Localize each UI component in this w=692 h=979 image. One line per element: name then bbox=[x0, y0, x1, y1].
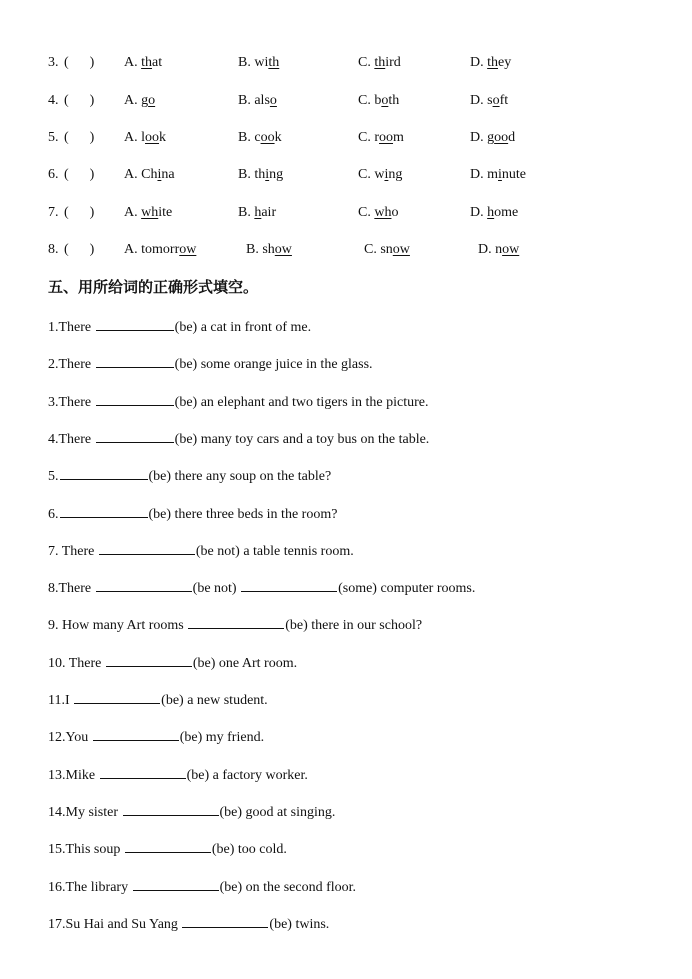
question-text: 2.There bbox=[48, 357, 95, 372]
question-text: (be) good at singing. bbox=[219, 805, 336, 820]
answer-blank[interactable] bbox=[96, 353, 174, 368]
option-text: r bbox=[374, 130, 380, 145]
option-text: C. bbox=[358, 55, 375, 70]
option-text: D. bbox=[470, 93, 488, 108]
underlined-letters: h bbox=[254, 205, 262, 220]
answer-blank[interactable] bbox=[96, 428, 174, 443]
option-c bbox=[358, 166, 402, 184]
answer-blank[interactable] bbox=[93, 726, 179, 741]
fill-question bbox=[48, 503, 337, 524]
underlined-letters: o bbox=[381, 93, 389, 108]
question-text: (be) twins. bbox=[269, 917, 330, 932]
option-text: ng bbox=[388, 167, 403, 182]
question-number: 5. bbox=[48, 130, 59, 145]
question-text: (be) on the second floor. bbox=[219, 880, 357, 895]
option-text: ng bbox=[269, 167, 284, 182]
question-text: 8.There bbox=[48, 581, 95, 596]
question-text: 9. How many Art rooms bbox=[48, 618, 188, 633]
underlined-letters: o bbox=[148, 93, 156, 108]
question-number: 7. bbox=[48, 205, 59, 220]
option-text: ird bbox=[385, 55, 401, 70]
question-number: 4. bbox=[48, 93, 59, 108]
question-text: 13.Mike bbox=[48, 768, 99, 783]
option-text: th bbox=[254, 167, 266, 182]
question-text: 15.This soup bbox=[48, 842, 124, 857]
answer-blank[interactable] bbox=[125, 838, 211, 853]
underlined-letters: o bbox=[492, 93, 500, 108]
question-text: (be) a factory worker. bbox=[186, 768, 308, 783]
underlined-letters: wh bbox=[141, 205, 159, 220]
option-b bbox=[238, 204, 276, 222]
fill-question bbox=[48, 353, 373, 374]
option-text: D. bbox=[478, 242, 496, 257]
question-text: 17.Su Hai and Su Yang bbox=[48, 917, 182, 932]
fill-question bbox=[48, 876, 356, 897]
fill-question bbox=[48, 540, 354, 561]
answer-blank[interactable]: ( ) bbox=[64, 205, 95, 220]
underlined-letters: i bbox=[265, 167, 270, 182]
question-text: (be) many toy cars and a toy bus on the table. bbox=[174, 432, 430, 447]
option-text: D. bbox=[470, 55, 488, 70]
underlined-letters: oo bbox=[145, 130, 160, 145]
option-text: na bbox=[161, 167, 175, 182]
answer-blank[interactable] bbox=[60, 503, 148, 518]
fill-question bbox=[48, 689, 268, 710]
option-c bbox=[358, 129, 404, 147]
question-text: 1.There bbox=[48, 320, 95, 335]
fill-question bbox=[48, 838, 287, 859]
option-text: k bbox=[159, 130, 167, 145]
question-text: (be) an elephant and two tigers in the picture. bbox=[174, 395, 429, 410]
option-text: at bbox=[152, 55, 163, 70]
question-text: 5. bbox=[48, 469, 59, 484]
option-text: l bbox=[141, 130, 146, 145]
option-text: m bbox=[487, 167, 499, 182]
answer-blank[interactable]: ( ) bbox=[64, 130, 95, 145]
option-text: ft bbox=[499, 93, 509, 108]
option-text: A. bbox=[124, 167, 142, 182]
option-text: air bbox=[261, 205, 277, 220]
fill-question bbox=[48, 391, 429, 412]
option-text: g bbox=[487, 130, 495, 145]
option-text: D. bbox=[470, 130, 488, 145]
answer-blank[interactable] bbox=[182, 913, 268, 928]
option-text: k bbox=[274, 130, 282, 145]
fill-question bbox=[48, 801, 335, 822]
option-text: als bbox=[254, 93, 270, 108]
option-text: ite bbox=[158, 205, 173, 220]
question-text: 12.You bbox=[48, 730, 92, 745]
underlined-letters: i bbox=[157, 167, 162, 182]
answer-blank[interactable] bbox=[106, 652, 192, 667]
fill-question bbox=[48, 913, 329, 934]
fill-question bbox=[48, 652, 297, 673]
option-text: A. bbox=[124, 55, 142, 70]
underlined-letters: oo bbox=[260, 130, 275, 145]
option-a bbox=[124, 166, 175, 184]
option-text: C. bbox=[364, 242, 381, 257]
question-text: (some) computer rooms. bbox=[338, 581, 476, 596]
underlined-letters: th bbox=[141, 55, 153, 70]
question-text: (be) there any soup on the table? bbox=[148, 469, 332, 484]
answer-blank[interactable] bbox=[96, 316, 174, 331]
question-text: (be) my friend. bbox=[179, 730, 265, 745]
option-c bbox=[364, 241, 410, 259]
answer-blank[interactable] bbox=[241, 577, 337, 592]
option-a bbox=[124, 54, 162, 72]
underlined-letters: ow bbox=[274, 242, 292, 257]
option-text: n bbox=[495, 242, 503, 257]
option-text: B. bbox=[238, 93, 255, 108]
question-text: 6. bbox=[48, 507, 59, 522]
question-text: (be not) a table tennis room. bbox=[195, 544, 354, 559]
option-text: A. bbox=[124, 242, 142, 257]
question-number: 6. bbox=[48, 167, 59, 182]
option-d bbox=[470, 92, 508, 110]
answer-blank[interactable]: ( ) bbox=[64, 55, 95, 70]
question-text: 3.There bbox=[48, 395, 95, 410]
option-text: B. bbox=[238, 130, 255, 145]
option-text: Ch bbox=[141, 167, 158, 182]
option-text: ome bbox=[494, 205, 519, 220]
answer-blank[interactable] bbox=[60, 465, 148, 480]
option-text: b bbox=[374, 93, 382, 108]
option-b bbox=[238, 54, 279, 72]
answer-blank[interactable] bbox=[133, 876, 219, 891]
option-d bbox=[470, 54, 511, 72]
question-text: (be) there three beds in the room? bbox=[148, 507, 338, 522]
underlined-letters: ow bbox=[502, 242, 520, 257]
option-text: nute bbox=[501, 167, 527, 182]
answer-blank[interactable]: ( ) bbox=[64, 167, 95, 182]
option-a bbox=[124, 129, 166, 147]
option-text: s bbox=[487, 93, 493, 108]
option-text: A. bbox=[124, 93, 142, 108]
fill-question bbox=[48, 428, 429, 449]
underlined-letters: th bbox=[374, 55, 386, 70]
option-text: B. bbox=[246, 242, 263, 257]
underlined-letters: wh bbox=[374, 205, 392, 220]
answer-blank[interactable] bbox=[123, 801, 219, 816]
option-b bbox=[238, 129, 282, 147]
underlined-letters: i bbox=[498, 167, 502, 182]
question-text: (be) a new student. bbox=[161, 693, 268, 708]
question-text: 14.My sister bbox=[48, 805, 122, 820]
option-text: c bbox=[254, 130, 261, 145]
option-a bbox=[124, 241, 196, 259]
option-text: A. bbox=[124, 130, 142, 145]
question-number: 8. bbox=[48, 242, 59, 257]
question-text: 10. There bbox=[48, 656, 105, 671]
option-text: B. bbox=[238, 205, 255, 220]
option-d bbox=[470, 166, 526, 184]
option-d bbox=[470, 204, 518, 222]
option-b bbox=[246, 241, 292, 259]
option-text: C. bbox=[358, 93, 375, 108]
question-text: (be) too cold. bbox=[211, 842, 287, 857]
answer-blank[interactable]: ( ) bbox=[64, 242, 95, 257]
option-text: tomorr bbox=[141, 242, 180, 257]
option-text: m bbox=[393, 130, 404, 145]
option-text: w bbox=[374, 167, 385, 182]
underlined-letters: oo bbox=[379, 130, 394, 145]
answer-blank[interactable] bbox=[188, 614, 284, 629]
fill-question bbox=[48, 465, 331, 486]
answer-blank[interactable] bbox=[96, 391, 174, 406]
fill-question bbox=[48, 764, 308, 785]
answer-blank[interactable] bbox=[100, 764, 186, 779]
question-number: 3. bbox=[48, 55, 59, 70]
option-d bbox=[470, 129, 515, 147]
option-text: A. bbox=[124, 205, 142, 220]
option-a bbox=[124, 92, 155, 110]
option-text: d bbox=[508, 130, 516, 145]
section-title: 五、用所给词的正确形式填空。 bbox=[48, 278, 259, 296]
option-b bbox=[238, 166, 283, 184]
fill-question bbox=[48, 726, 264, 747]
question-text: (be) a cat in front of me. bbox=[174, 320, 312, 335]
answer-blank[interactable] bbox=[74, 689, 160, 704]
question-text: (be) there in our school? bbox=[285, 618, 423, 633]
option-text: B. bbox=[238, 167, 255, 182]
question-text: (be not) bbox=[192, 581, 241, 596]
underlined-letters: h bbox=[487, 205, 495, 220]
option-text: C. bbox=[358, 205, 375, 220]
option-text: ey bbox=[498, 55, 512, 70]
underlined-letters: th bbox=[487, 55, 499, 70]
option-text: sn bbox=[380, 242, 393, 257]
option-text: o bbox=[391, 205, 399, 220]
fill-question bbox=[48, 577, 475, 598]
underlined-letters: ow bbox=[392, 242, 410, 257]
option-c bbox=[358, 92, 399, 110]
fill-question bbox=[48, 316, 311, 337]
question-text: 16.The library bbox=[48, 880, 132, 895]
option-b bbox=[238, 92, 277, 110]
underlined-letters: oo bbox=[494, 130, 509, 145]
underlined-letters: o bbox=[269, 93, 277, 108]
option-text: sh bbox=[262, 242, 275, 257]
option-text: wi bbox=[254, 55, 269, 70]
question-text: (be) some orange juice in the glass. bbox=[174, 357, 373, 372]
option-c bbox=[358, 204, 398, 222]
underlined-letters: i bbox=[384, 167, 389, 182]
answer-blank[interactable] bbox=[99, 540, 195, 555]
answer-blank[interactable]: ( ) bbox=[64, 93, 95, 108]
question-text: 7. There bbox=[48, 544, 98, 559]
option-text: g bbox=[141, 93, 149, 108]
question-text: 4.There bbox=[48, 432, 95, 447]
option-a bbox=[124, 204, 172, 222]
underlined-letters: ow bbox=[179, 242, 197, 257]
underlined-letters: th bbox=[268, 55, 280, 70]
option-text: C. bbox=[358, 167, 375, 182]
question-text: 11.I bbox=[48, 693, 74, 708]
question-text: (be) one Art room. bbox=[192, 656, 298, 671]
option-text: th bbox=[388, 93, 400, 108]
fill-question bbox=[48, 614, 422, 635]
option-text: C. bbox=[358, 130, 375, 145]
answer-blank[interactable] bbox=[96, 577, 192, 592]
option-c bbox=[358, 54, 401, 72]
option-text: D. bbox=[470, 167, 488, 182]
option-d bbox=[478, 241, 519, 259]
option-text: D. bbox=[470, 205, 488, 220]
option-text: B. bbox=[238, 55, 255, 70]
